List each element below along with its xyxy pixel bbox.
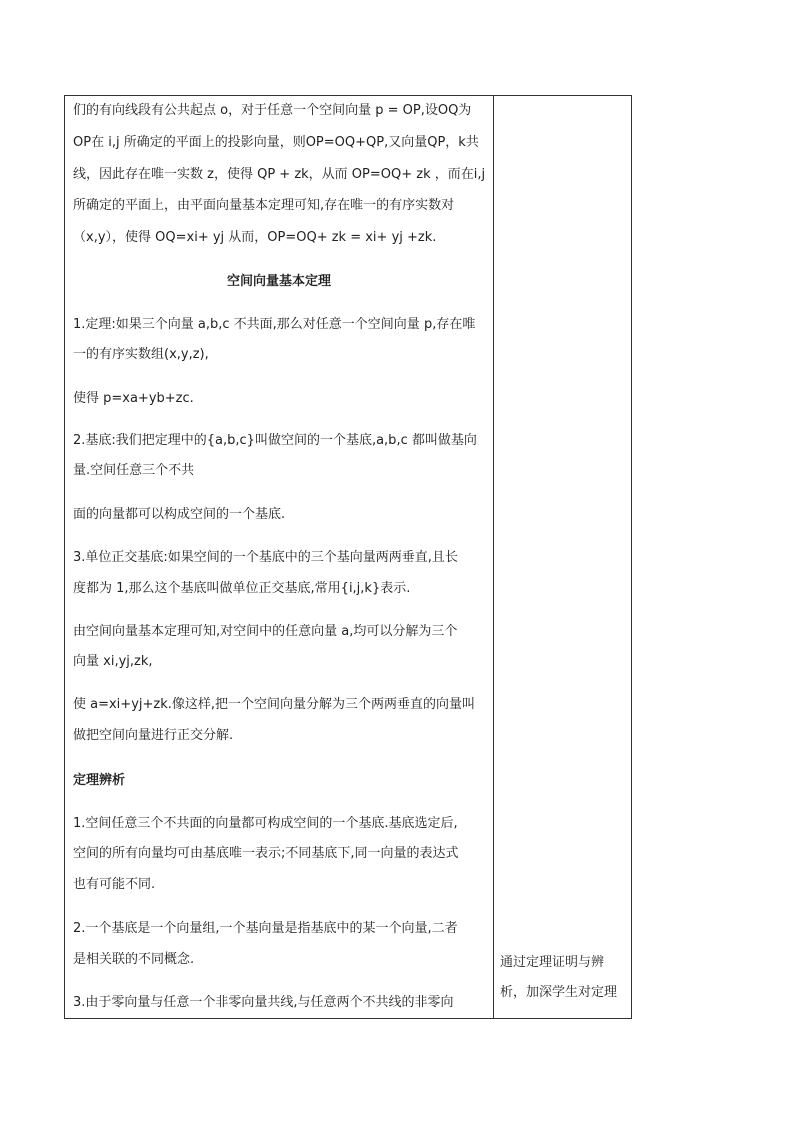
definition-line-4: 2.基底:我们把定理中的{a,b,c}叫做空间的一个基底,a,b,c 都叫做基向	[73, 433, 477, 448]
note-column	[494, 96, 633, 1018]
proof-line-5: （x,y），使得 OQ=xi+ yj 从而，OP=OQ+ zk = xi+ yj +zk.	[73, 230, 437, 245]
definition-line-9: 由空间向量基本定理可知,对空间中的任意向量 a,均可以分解为三个	[73, 624, 458, 639]
definition-line-11: 使 a=xi+yj+zk.像这样,把一个空间向量分解为三个两两垂直的向量叫	[73, 697, 476, 712]
proof-line-3: 线，因此存在唯一实数 z，使得 QP + zk，从而 OP=OQ+ zk ，而在i,j	[73, 167, 486, 182]
note-line-2: 析，加深学生对定理	[500, 985, 618, 1000]
proof-line-1: 们的有向线段有公共起点 o，对于任意一个空间向量 p = OP,设OQ为	[73, 103, 472, 118]
definition-line-1: 1.定理:如果三个向量 a,b,c 不共面,那么对任意一个空间向量 p,存在唯	[73, 317, 476, 332]
definition-line-8: 度都为 1,那么这个基底叫做单位正交基底,常用{i,j,k}表示.	[73, 581, 411, 596]
definition-line-5: 量.空间任意三个不共	[73, 463, 195, 478]
analysis-line-2: 空间的所有向量均可由基底唯一表示;不同基底下,同一向量的表达式	[73, 846, 459, 861]
analysis-line-5: 是相关联的不同概念.	[73, 952, 195, 967]
definition-line-10: 向量 xi,yj,zk,	[73, 654, 153, 669]
definition-line-12: 做把空间向量进行正交分解.	[73, 728, 234, 743]
proof-line-2: OP在 i,j 所确定的平面上的投影向量，则OP=OQ+QP,又向量QP，k共	[73, 135, 479, 150]
analysis-line-3: 也有可能不同.	[73, 877, 156, 892]
analysis-line-1: 1.空间任意三个不共面的向量都可构成空间的一个基底.基底选定后,	[73, 816, 458, 831]
teaching-note	[500, 948, 630, 1008]
definition-line-6: 面的向量都可以构成空间的一个基底.	[73, 507, 286, 522]
definition-line-7: 3.单位正交基底:如果空间的一个基底中的三个基向量两两垂直,且长	[73, 550, 458, 565]
lesson-table	[64, 95, 632, 1019]
section-title: 空间向量基本定理	[226, 274, 331, 289]
analysis-title: 定理辨析	[73, 773, 126, 788]
definition-line-3: 使得 p=xa+yb+zc.	[73, 391, 194, 406]
analysis-line-4: 2.一个基底是一个向量组,一个基向量是指基底中的某一个向量,二者	[73, 921, 458, 936]
proof-line-4: 所确定的平面上，由平面向量基本定理可知,存在唯一的有序实数对	[73, 198, 455, 213]
definition-line-2: 一的有序实数组(x,y,z),	[73, 347, 209, 362]
note-line-1: 通过定理证明与辨	[500, 955, 605, 970]
analysis-line-6: 3.由于零向量与任意一个非零向量共线,与任意两个不共线的非零向	[73, 995, 454, 1010]
